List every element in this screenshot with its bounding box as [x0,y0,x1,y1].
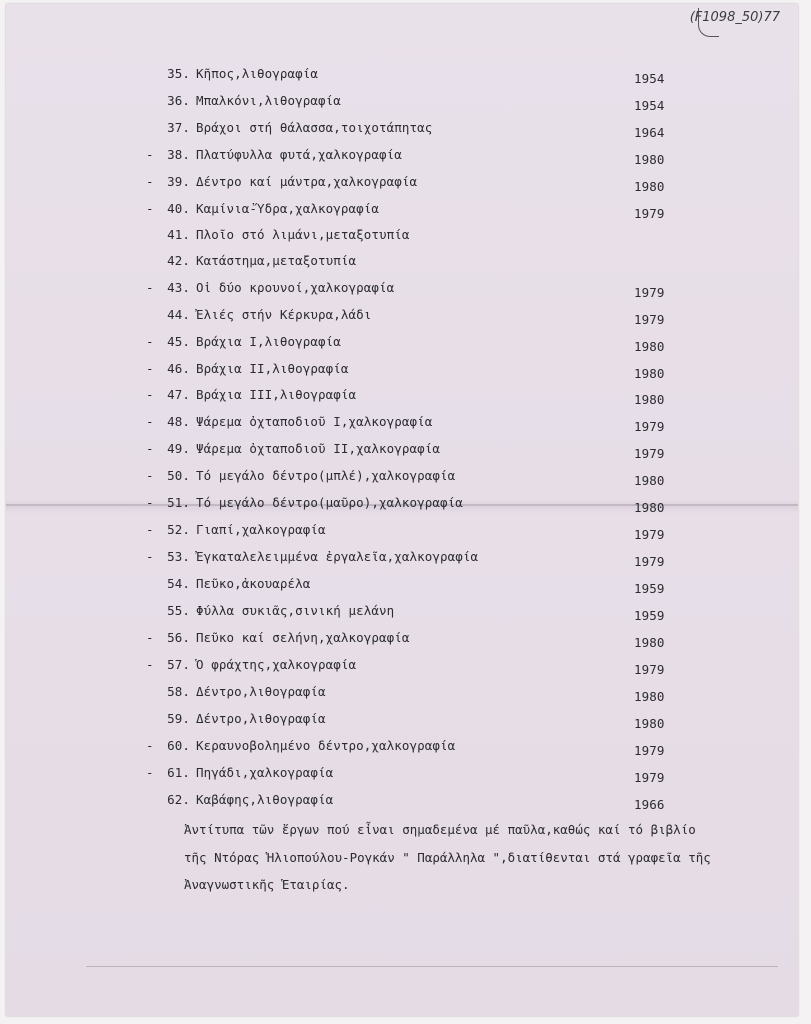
item-dash-mark: - [146,657,154,672]
item-year: 1980 [634,635,665,650]
item-year: 1979 [634,770,665,785]
item-title: Δέντρο καί μάντρα,χαλκογραφία [196,174,418,189]
item-title: Βράχια I,λιθογραφία [196,334,341,349]
item-year: 1954 [634,71,665,86]
item-number: 43. [167,280,190,295]
archive-reference: (F1098_50)77 [689,10,780,25]
item-year: 1954 [634,98,665,113]
item-dash-mark: - [146,549,154,564]
item-title: Καμίνια-Ὕδρα,χαλκογραφία [196,201,380,216]
bottom-rule [86,966,778,967]
item-title: Δέντρο,λιθογραφία [196,711,326,726]
item-year: 1980 [634,339,665,354]
document-page [6,4,798,1016]
item-title: Καβάφης,λιθογραφία [196,792,334,807]
item-dash-mark: - [146,387,154,402]
item-year: 1979 [634,419,665,434]
item-title: Πεῦκο,ἀκουαρέλα [196,576,311,591]
item-number: 41. [167,227,190,242]
item-dash-mark: - [146,361,154,376]
item-dash-mark: - [146,414,154,429]
item-year: 1980 [634,152,665,167]
item-year: 1979 [634,285,665,300]
item-number: 49. [167,441,190,456]
item-year: 1980 [634,500,665,515]
item-number: 37. [167,120,190,135]
item-year: 1979 [634,662,665,677]
item-year: 1980 [634,366,665,381]
item-title: Ἐγκαταλελειμμένα ἐργαλεῖα,χαλκογραφία [196,549,479,564]
item-number: 38. [167,147,190,162]
item-title: Βράχια III,λιθογραφία [196,387,357,402]
item-dash-mark: - [146,630,154,645]
item-title: Οἱ δύο κρουνοί,χαλκογραφία [196,280,395,295]
item-title: Πλατύφυλλα φυτά,χαλκογραφία [196,147,402,162]
item-number: 50. [167,468,190,483]
item-dash-mark: - [146,334,154,349]
item-number: 54. [167,576,190,591]
item-number: 35. [167,66,190,81]
item-number: 61. [167,765,190,780]
item-number: 44. [167,307,190,322]
item-year: 1980 [634,179,665,194]
item-year: 1964 [634,125,665,140]
item-number: 40. [167,201,190,216]
item-title: Φύλλα συκιᾶς,σινική μελάνη [196,603,395,618]
item-title: Τό μεγάλο δέντρο(μαῦρο),χαλκογραφία [196,495,463,510]
item-year: 1979 [634,312,665,327]
item-year: 1959 [634,581,665,596]
item-number: 51. [167,495,190,510]
item-year: 1980 [634,689,665,704]
footnote-line: τῆς Ντόρας Ἡλιοπούλου-Ρογκάν " Παράλληλα ",διατίθενται στά γραφεῖα τῆς [184,850,711,865]
item-number: 53. [167,549,190,564]
item-year: 1979 [634,527,665,542]
item-dash-mark: - [146,441,154,456]
item-dash-mark: - [146,174,154,189]
item-title: Πεῦκο καί σελήνη,χαλκογραφία [196,630,410,645]
item-year: 1980 [634,473,665,488]
item-dash-mark: - [146,495,154,510]
item-number: 46. [167,361,190,376]
item-year: 1959 [634,608,665,623]
item-dash-mark: - [146,738,154,753]
item-title: Γιαπί,χαλκογραφία [196,522,326,537]
item-number: 56. [167,630,190,645]
item-number: 48. [167,414,190,429]
item-year: 1966 [634,797,665,812]
item-title: Ὁ φράχτης,χαλκογραφία [196,657,357,672]
item-number: 58. [167,684,190,699]
item-year: 1979 [634,554,665,569]
item-number: 52. [167,522,190,537]
footnote-line: Ἀναγνωστικῆς Ἑταιρίας. [184,877,350,892]
item-year: 1980 [634,716,665,731]
item-year: 1979 [634,206,665,221]
item-title: Ψάρεμα ὀχταποδιοῦ II,χαλκογραφία [196,441,441,456]
item-year: 1980 [634,392,665,407]
item-title: Κῆπος,λιθογραφία [196,66,319,81]
item-year: 1979 [634,446,665,461]
item-title: Βράχοι στή θάλασσα,τοιχοτάπητας [196,120,433,135]
item-dash-mark: - [146,468,154,483]
footnote-line: Ἀντίτυπα τῶν ἔργων πού εἶναι σημαδεμένα μέ παῦλα,καθώς καί τό βιβλίο [184,822,696,837]
item-title: Κεραυνοβολημένο δέντρο,χαλκογραφία [196,738,456,753]
item-number: 36. [167,93,190,108]
item-title: Πηγάδι,χαλκογραφία [196,765,334,780]
item-dash-mark: - [146,280,154,295]
item-title: Ψάρεμα ὀχταποδιοῦ I,χαλκογραφία [196,414,433,429]
item-title: Πλοῖο στό λιμάνι,μεταξοτυπία [196,227,410,242]
item-number: 45. [167,334,190,349]
item-number: 59. [167,711,190,726]
item-dash-mark: - [146,147,154,162]
item-number: 42. [167,253,190,268]
item-dash-mark: - [146,765,154,780]
item-title: Κατάστημα,μεταξοτυπία [196,253,357,268]
item-dash-mark: - [146,201,154,216]
item-number: 62. [167,792,190,807]
item-title: Ἐλιές στήν Κέρκυρα,λάδι [196,307,372,322]
item-title: Βράχια II,λιθογραφία [196,361,349,376]
item-number: 60. [167,738,190,753]
item-number: 39. [167,174,190,189]
item-dash-mark: - [146,522,154,537]
item-title: Τό μεγάλο δέντρο(μπλέ),χαλκογραφία [196,468,456,483]
item-title: Δέντρο,λιθογραφία [196,684,326,699]
item-number: 55. [167,603,190,618]
item-title: Μπαλκόνι,λιθογραφία [196,93,341,108]
item-number: 57. [167,657,190,672]
item-year: 1979 [634,743,665,758]
item-number: 47. [167,387,190,402]
